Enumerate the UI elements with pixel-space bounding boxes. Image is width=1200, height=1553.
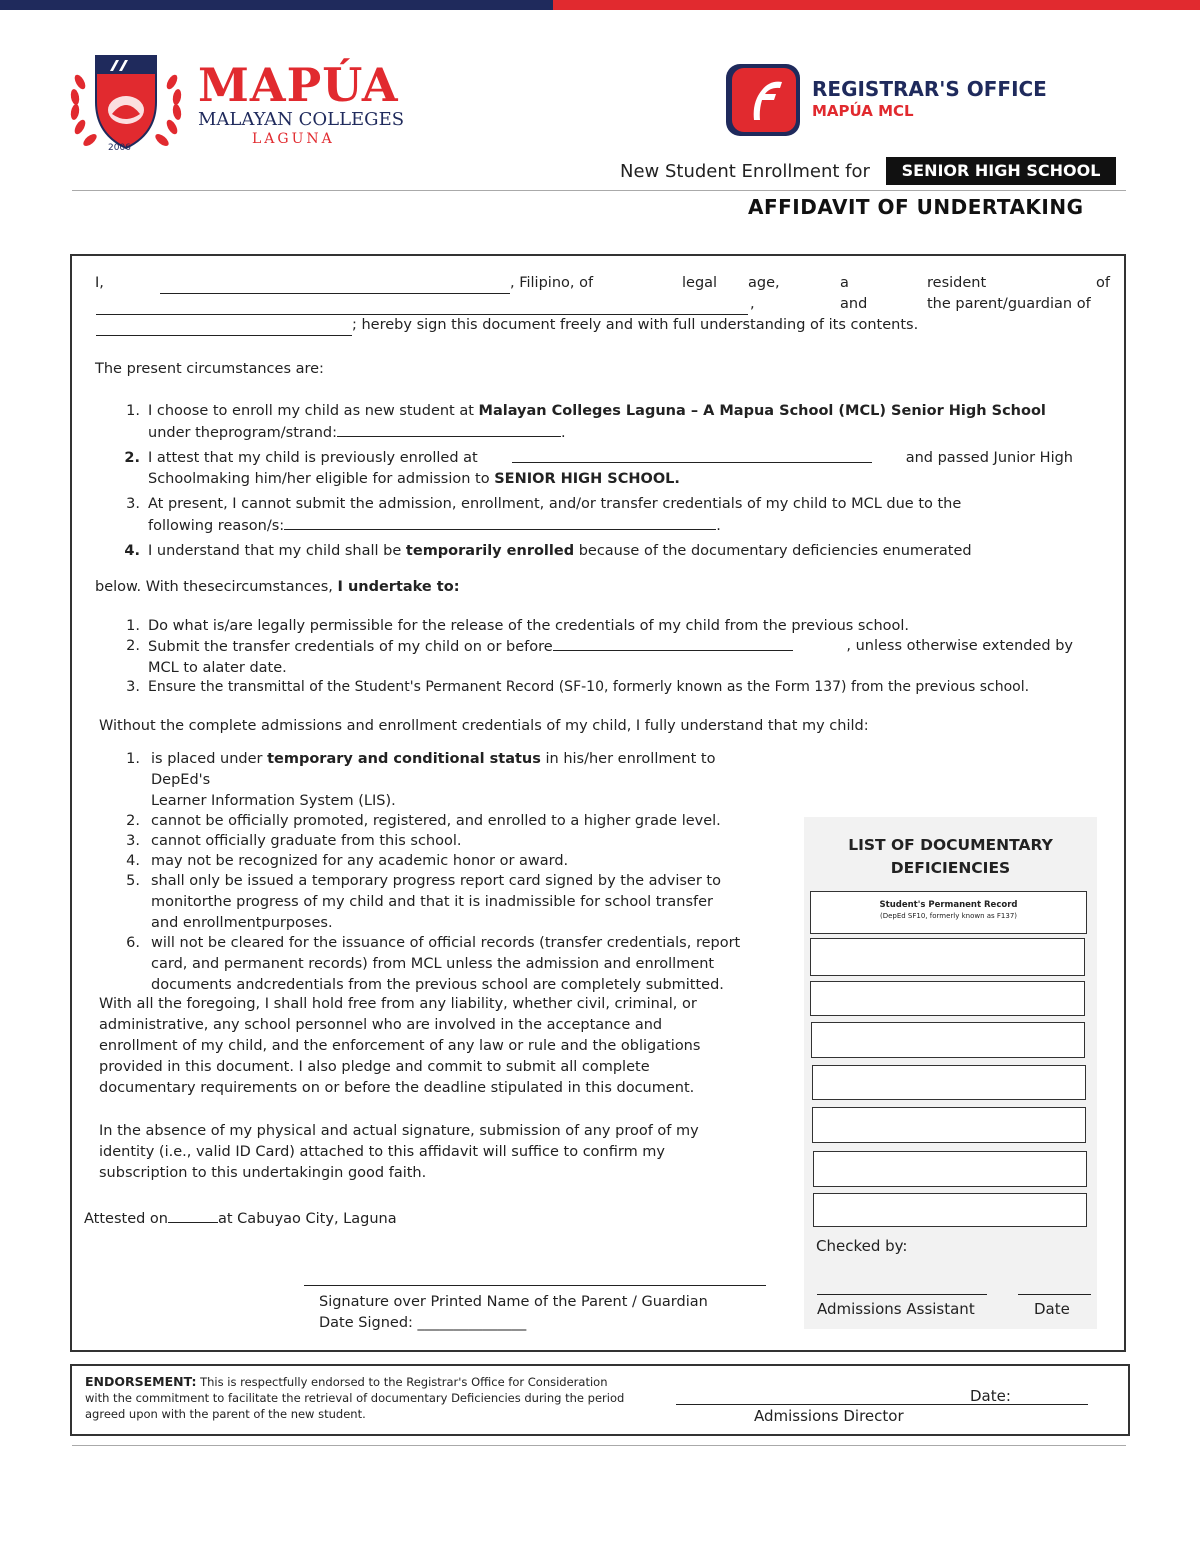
assistant-signature-line[interactable] xyxy=(817,1294,987,1295)
deficiency-row-permanent-record[interactable]: Student's Permanent Record (DepEd SF10, formerly known as F137) xyxy=(810,891,1087,934)
assistant-date-line[interactable] xyxy=(1018,1294,1091,1295)
intro-word: resident xyxy=(927,275,987,291)
deficiency-row[interactable] xyxy=(812,1065,1086,1100)
circumstance-item-3: 3. At present, I cannot submit the admission, enrollment, and/or transfer credentials of my child to MCL due to the following reason/s: . xyxy=(126,496,962,534)
intro-hereby: ; hereby sign this document freely and with full understanding of its contents. xyxy=(352,317,919,333)
program-strand-blank[interactable] xyxy=(337,422,561,437)
date-signed-label: Date Signed: _______________ xyxy=(319,1315,527,1331)
deficiency-row[interactable] xyxy=(813,1193,1087,1227)
enrollment-label: New Student Enrollment for xyxy=(620,161,870,182)
circumstance-item-1: 1. I choose to enroll my child as new student at Malayan Colleges Laguna – A Mapua School (MCL) Senior High School under theprogram/strand: . xyxy=(126,403,1046,441)
undertake-item-2: 2. Submit the transfer credentials of my child on or before , unless otherwise extended by MCL to alater date. xyxy=(126,638,1073,676)
intro-filipino: , Filipino, of xyxy=(510,275,594,291)
name-blank[interactable] xyxy=(160,279,510,294)
deficiency-row[interactable] xyxy=(811,1022,1085,1058)
circumstances-heading: The present circumstances are: xyxy=(95,361,324,377)
deficiency-title: LIST OF DOCUMENTARY DEFICIENCIES xyxy=(848,836,1053,877)
brand-subtitle: MALAYAN COLLEGES xyxy=(198,109,405,130)
liability-paragraph: With all the foregoing, I shall hold free from any liability, whether civil, criminal, or administrative, any school personnel who are involved in the acceptance and enrollment of my child, and the enforcement of any law or rule and the obligations provided in this document. I also pledge and commit to submit all complete documentary requirements on or before the deadline stipulated in this document. xyxy=(99,996,701,1096)
assistant-date-label: Date xyxy=(1034,1300,1070,1318)
top-accent-bar-red xyxy=(553,0,1200,10)
signature-label: Signature over Printed Name of the Parent / Guardian xyxy=(319,1294,708,1310)
enrollment-level-badge: SENIOR HIGH SCHOOL xyxy=(886,157,1116,185)
intro-word: legal xyxy=(682,275,718,291)
deadline-date-blank[interactable] xyxy=(553,636,793,651)
header-divider xyxy=(72,190,1126,191)
endorsement-text: ENDORSEMENT: This is respectfully endorsed to the Registrar's Office for Consideration with the commitment to facilitate the retrieval of documentary Deficiencies during the period agreed upon with the parent of the new student. xyxy=(85,1374,625,1421)
registrar-subtitle: MAPÚA MCL xyxy=(812,102,914,120)
brand-name: MAPÚA xyxy=(198,58,399,112)
registrar-logo-icon xyxy=(724,62,802,138)
undertake-item-3: 3. Ensure the transmittal of the Student's Permanent Record (SF-10, formerly known as the Form 137) from the previous school. xyxy=(126,679,1030,695)
deficiency-row[interactable] xyxy=(810,981,1085,1016)
without-lead: Without the complete admissions and enrollment credentials of my child, I fully understand that my child: xyxy=(99,718,869,734)
circumstance-item-2: 2. I attest that my child is previously enrolled at and passed Junior High Schoolmaking him/her eligible for admission to SENIOR HIGH SCHOOL. xyxy=(124,450,1073,487)
intro-word: and xyxy=(840,296,868,312)
deficiency-row[interactable] xyxy=(810,938,1085,976)
signature-line[interactable] xyxy=(304,1285,766,1286)
child-name-blank[interactable] xyxy=(96,321,352,336)
seal-year: 2006 xyxy=(108,143,131,153)
admissions-director-label: Admissions Director xyxy=(754,1407,904,1425)
document-title: AFFIDAVIT OF UNDERTAKING xyxy=(748,195,1084,219)
intro-comma: , xyxy=(750,296,755,312)
attested-date-blank[interactable] xyxy=(168,1208,218,1223)
circumstance-item-4: 4. I understand that my child shall be temporarily enrolled because of the documentary deficiencies enumerated xyxy=(124,543,972,559)
footer-divider xyxy=(72,1445,1126,1446)
deficiency-row[interactable] xyxy=(812,1107,1086,1143)
deficiency-row[interactable] xyxy=(813,1151,1087,1187)
director-date-label: Date: xyxy=(970,1387,1011,1405)
previous-school-blank[interactable] xyxy=(512,448,872,463)
registrar-title: REGISTRAR'S OFFICE xyxy=(812,77,1047,101)
undertake-item-1: 1. Do what is/are legally permissible for the release of the credentials of my child from the previous school. xyxy=(126,618,910,634)
brand-location: LAGUNA xyxy=(252,131,335,147)
signature-proof-paragraph: In the absence of my physical and actual signature, submission of any proof of my identity (i.e., valid ID Card) attached to this affidavit will suffice to confirm my subscription to this undertakingin good faith. xyxy=(99,1123,699,1181)
top-accent-bar-navy xyxy=(0,0,553,10)
intro-word: age, xyxy=(748,275,780,291)
intro-i: I, xyxy=(95,275,104,291)
intro-word: of xyxy=(1096,275,1110,291)
attested-line: Attested on at Cabuyao City, Laguna xyxy=(84,1208,397,1230)
reason-blank[interactable] xyxy=(284,515,716,530)
undertake-lead: below. With thesecircumstances, I undertake to: xyxy=(95,579,460,595)
intro-word: the parent/guardian of xyxy=(927,296,1091,312)
admissions-assistant-label: Admissions Assistant xyxy=(817,1300,975,1318)
status-list: 1. is placed under temporary and conditional status in his/her enrollment to DepEd's Learner Information System (LIS). 2. cannot be officially promoted, registered, and enrolled to a higher grade level. 3. cannot officially graduate from this school. 4. may not be recognized for any academic honor or award. 5. shall only be issued a temporary progress report card signed by the adviser to monitorthe progress of my child and that it is inadmissible for school transfer and enrollmentpurposes. 6. will not be cleared for the issuance of official records (transfer credentials, report card, and permanent records) from MCL unless the admission and enrollment documents andcredentials from the previous school are completely submitted. xyxy=(126,751,741,993)
address-blank[interactable] xyxy=(96,300,748,315)
checked-by-label: Checked by: xyxy=(816,1237,908,1255)
intro-word: a xyxy=(840,275,849,291)
director-signature-line[interactable] xyxy=(676,1404,1088,1405)
